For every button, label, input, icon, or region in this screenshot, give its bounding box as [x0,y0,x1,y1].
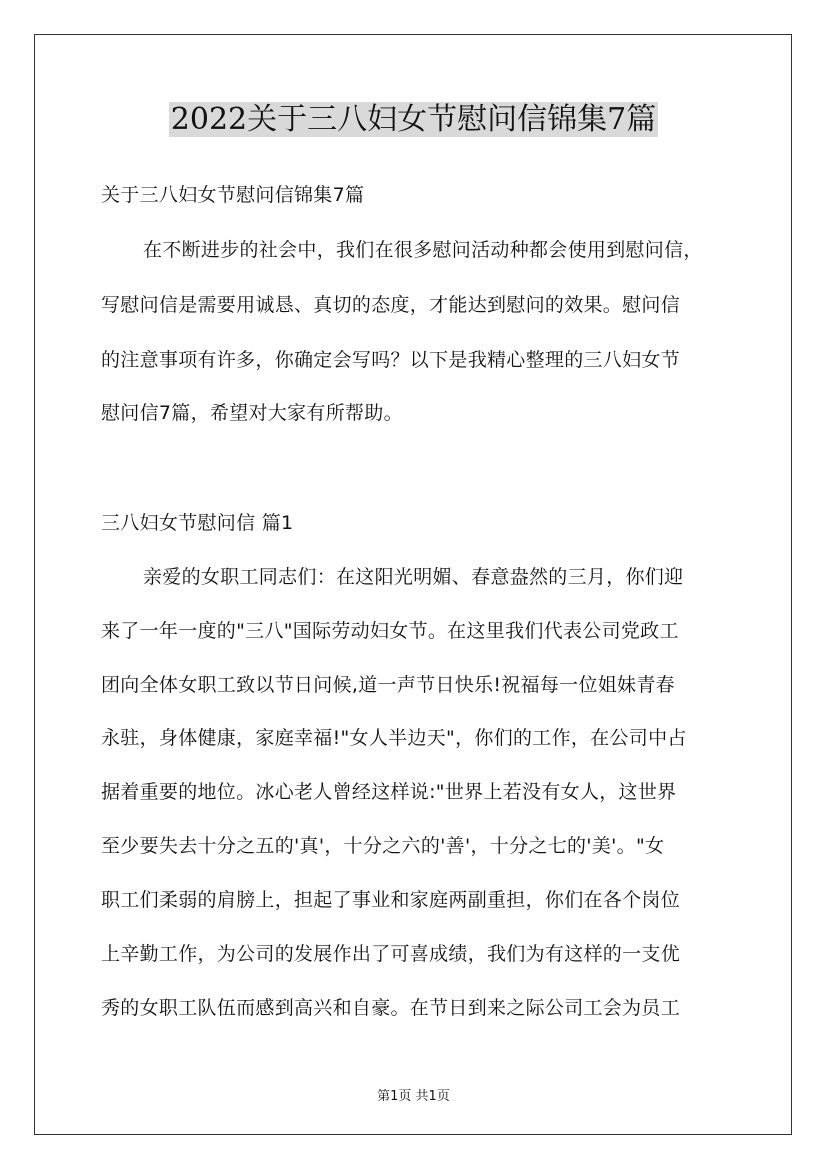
body-line: 秀的女职工队伍而感到高兴和自豪。在节日到来之际公司工会为员工 [101,997,681,1019]
document-title: 2022关于三八妇女节慰问信锦集7篇 [170,102,657,137]
body-line: 职工们柔弱的肩膀上，担起了事业和家庭两副重担，你们在各个岗位 [101,889,681,911]
body-line: 永驻，身体健康，家庭幸福!"女人半边天"，你们的工作，在公司中占 [101,727,687,749]
document-title-wrap [0,96,827,144]
body-line: 来了一年一度的"三八"国际劳动妇女节。在这里我们代表公司党政工 [101,620,679,642]
body-line: 据着重要的地位。冰心老人曾经这样说:"世界上若没有女人，这世界 [101,781,677,803]
body-line: 上辛勤工作，为公司的发展作出了可喜成绩，我们为有这样的一支优 [101,943,681,965]
intro-line: 在不断进步的社会中，我们在很多慰问活动种都会使用到慰问信， [143,239,703,261]
page-number: 第1页 共1页 [377,1089,450,1104]
section-heading: 三八妇女节慰问信 篇1 [101,512,294,534]
body-line: 至少要失去十分之五的'真'，十分之六的'善'，十分之七的'美'。"女 [101,835,665,857]
intro-line: 慰问信7篇，希望对大家有所帮助。 [101,402,403,424]
intro-line: 写慰问信是需要用诚恳、真切的态度，才能达到慰问的效果。慰问信 [101,294,681,316]
body-line: 亲爱的女职工同志们：在这阳光明媚、春意盎然的三月，你们迎 [143,566,684,588]
intro-line: 的注意事项有许多，你确定会写吗？以下是我精心整理的三八妇女节 [101,349,681,371]
document-subtitle: 关于三八妇女节慰问信锦集7篇 [101,184,365,206]
body-line: 团向全体女职工致以节日问候,道一声节日快乐!祝福每一位姐妹青春 [101,674,675,696]
